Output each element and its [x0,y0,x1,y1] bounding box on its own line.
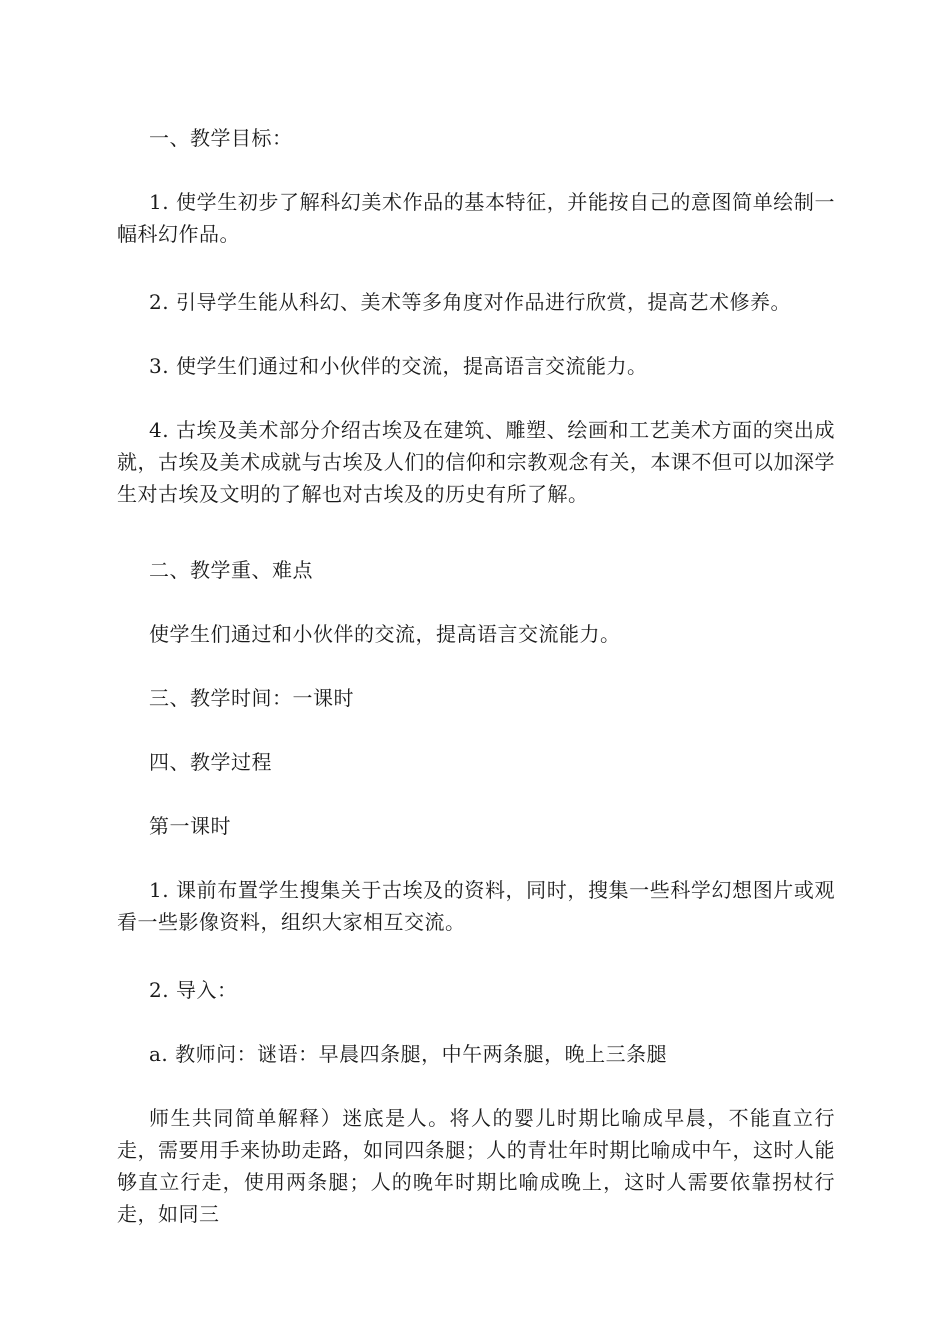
goal-item-1: 1. 使学生初步了解科幻美术作品的基本特征，并能按自己的意图简单绘制一幅科幻作品。 [117,190,835,246]
goal-item-2: 2. 引导学生能从科幻、美术等多角度对作品进行欣赏，提高艺术修养。 [149,290,791,314]
process-item-2: 2. 导入： [149,978,238,1002]
heading-teaching-goals: 一、教学目标： [149,126,293,150]
riddle-explanation: 师生共同简单解释）迷底是人。将人的婴儿时期比喻成早晨，不能直立行走，需要用手来协助走路，如同四条腿；人的青壮年时期比喻成中午，这时人能够直立行走，使用两条腿；人的晚年时期比喻成晚上，这时人需要依靠拐杖行走，如同三 [117,1106,835,1226]
heading-teaching-process: 四、教学过程 [149,750,272,774]
riddle-question: a. 教师问：谜语：早晨四条腿，中午两条腿，晚上三条腿 [149,1042,668,1066]
subheading-first-lesson: 第一课时 [149,814,231,838]
goal-item-4: 4. 古埃及美术部分介绍古埃及在建筑、雕塑、绘画和工艺美术方面的突出成就，古埃及美术成就与古埃及人们的信仰和宗教观念有关，本课不但可以加深学生对古埃及文明的了解也对古埃及的历史有所了解。 [117,418,835,506]
heading-teaching-time: 三、教学时间：一课时 [149,686,354,710]
heading-key-points: 二、教学重、难点 [149,558,313,582]
goal-item-3: 3. 使学生们通过和小伙伴的交流，提高语言交流能力。 [149,354,648,378]
process-item-1: 1. 课前布置学生搜集关于古埃及的资料，同时，搜集一些科学幻想图片或观看一些影像资料，组织大家相互交流。 [117,878,835,934]
key-points-text: 使学生们通过和小伙伴的交流，提高语言交流能力。 [149,622,621,646]
